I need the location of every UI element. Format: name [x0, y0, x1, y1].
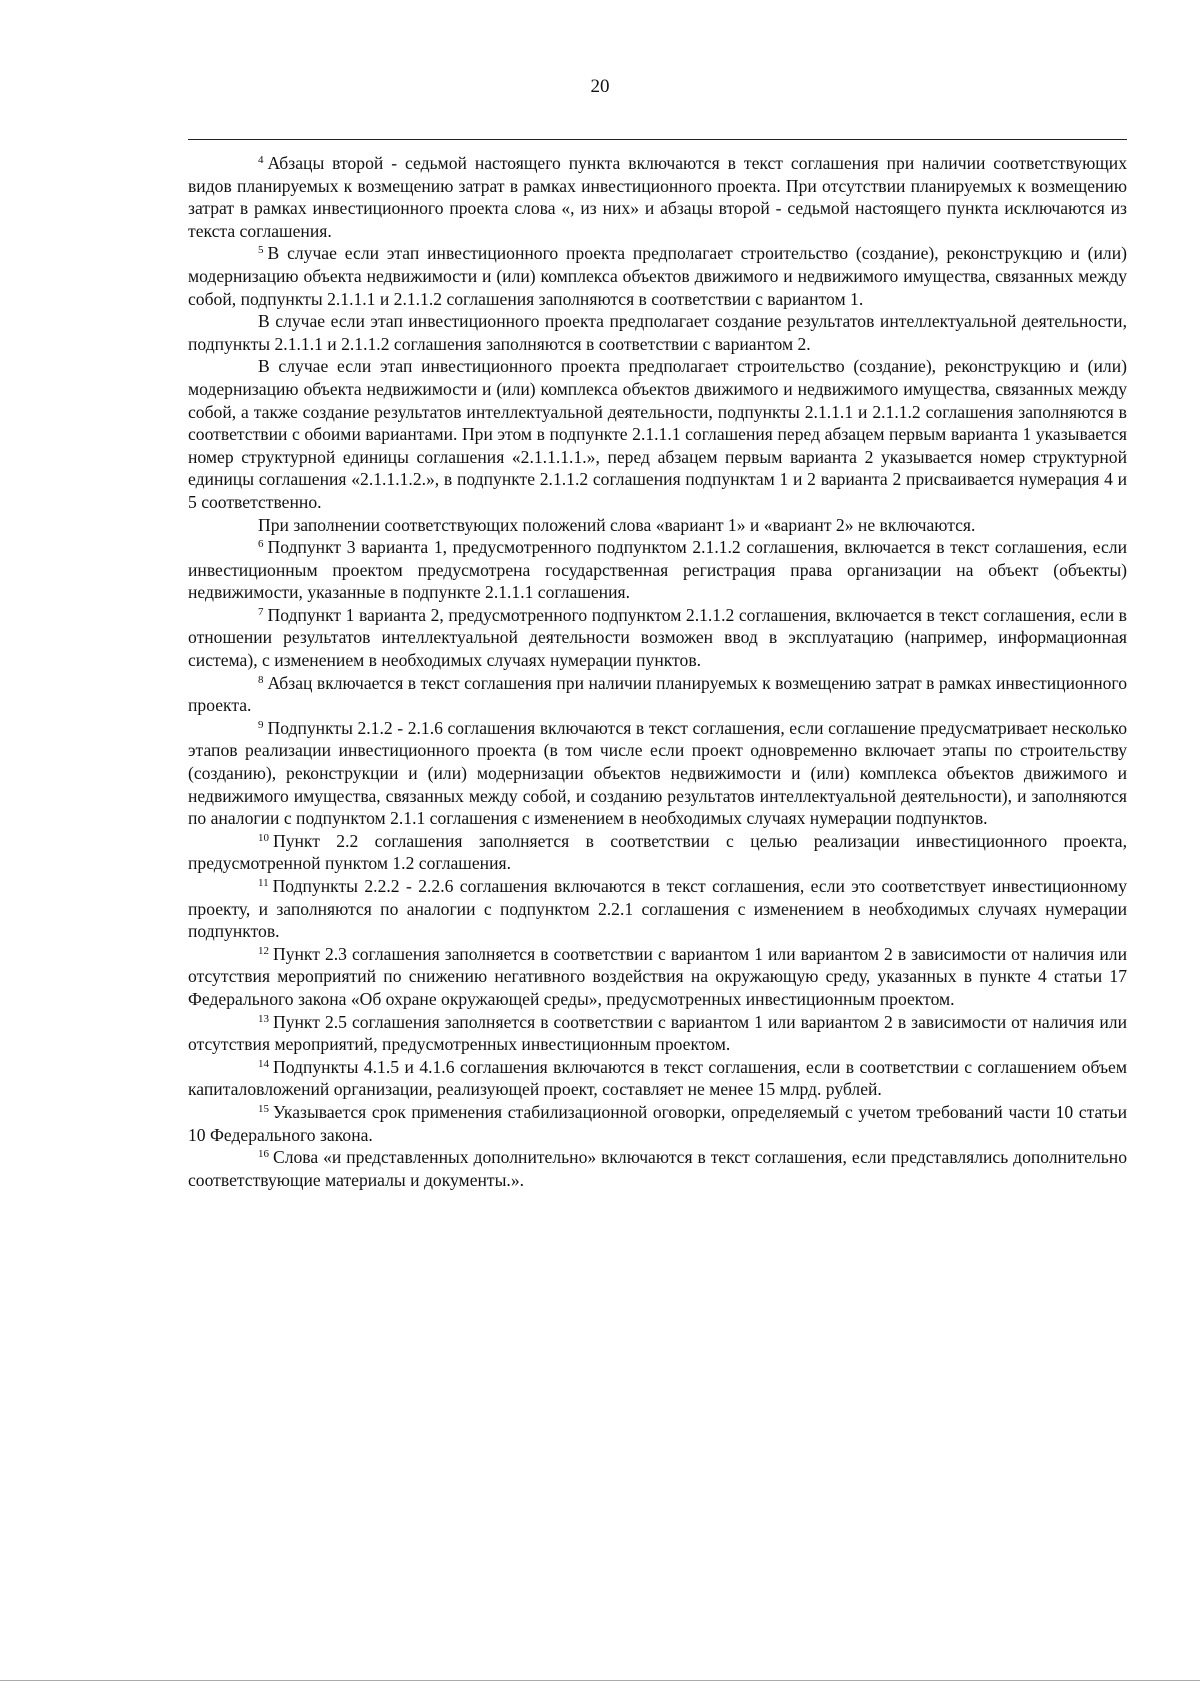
footnote-text: Пункт 2.3 соглашения заполняется в соответствии с вариантом 1 или вариантом 2 в зависимости от наличия или отсутствия мероприятий по снижению негативного воздействия на окружающую среду, указанных в пункте 4 статьи 17 Федерального закона «Об охране окружающей среды», предусмотренных инвестиционным проектом. [188, 943, 1127, 1009]
footnote-mark: 12 [258, 944, 269, 957]
footnote-text: В случае если этап инвестиционного проекта предполагает строительство (создание), реконструкцию и (или) модернизацию объекта недвижимости и (или) комплекса объектов движимого и недвижимого имущества, связанных между собой, подпункты 2.1.1.1 и 2.1.1.2 соглашения заполняются в соответствии с вариантом 1. [188, 243, 1127, 309]
footnote-mark: 14 [258, 1057, 269, 1070]
footnote-mark: 4 [258, 153, 264, 166]
footnote-text: Подпункты 4.1.5 и 4.1.6 соглашения включаются в текст соглашения, если в соответствии с соглашением объем капиталовложений организации, реализующей проект, составляет не менее 15 млрд. рублей. [188, 1056, 1127, 1100]
footnote-paragraph [188, 875, 1127, 943]
footnote-text: Подпункты 2.2.2 - 2.2.6 соглашения включаются в текст соглашения, если это соответствует инвестиционному проекту, и заполняются по аналогии с подпунктом 2.2.1 соглашения с изменением в необходимых случаях нумерации подпунктов. [188, 876, 1127, 942]
footnotes [188, 152, 1127, 1191]
footnote-mark: 8 [258, 673, 264, 686]
footnote-text: Пункт 2.5 соглашения заполняется в соответствии с вариантом 1 или вариантом 2 в зависимости от наличия или отсутствия мероприятий, предусмотренных инвестиционным проектом. [188, 1011, 1127, 1055]
footnote-paragraph [188, 536, 1127, 604]
footnote-mark: 16 [258, 1148, 269, 1161]
footnote-mark: 11 [258, 876, 269, 889]
footnote-text: Слова «и представленных дополнительно» включаются в текст соглашения, если представлялись дополнительно соответствующие материалы и документы.». [188, 1147, 1127, 1190]
footnote-paragraph [188, 604, 1127, 672]
footnote-text: При заполнении соответствующих положений слова «вариант 1» и «вариант 2» не включаются. [258, 514, 976, 535]
footnote-paragraph [188, 943, 1127, 1011]
footnote-paragraph [188, 717, 1127, 830]
footnote-paragraph [188, 1101, 1127, 1146]
footnote-paragraph [188, 672, 1127, 717]
footnote-text: Подпункты 2.1.2 - 2.1.6 соглашения включаются в текст соглашения, если соглашение предусматривает несколько этапов реализации инвестиционного проекта (в том числе если проект одновременно включает этапы по строительству (созданию), реконструкции и (или) модернизации объектов недвижимости и (или) комплекса объектов движимого и недвижимого имущества, связанных между собой, и созданию результатов интеллектуальной деятельности), и заполняются по аналогии с подпунктом 2.1.1 соглашения с изменением в необходимых случаях нумерации подпунктов. [188, 717, 1127, 829]
footnote-text: Пункт 2.2 соглашения заполняется в соответствии с целью реализации инвестиционного проекта, предусмотренной пунктом 1.2 соглашения. [188, 830, 1127, 874]
footnote-paragraph [188, 242, 1127, 310]
page-number: 20 [590, 76, 610, 97]
footnote-text: Абзац включается в текст соглашения при наличии планируемых к возмещению затрат в рамках инвестиционного проекта. [188, 672, 1127, 716]
footnote-text: В случае если этап инвестиционного проекта предполагает строительство (создание), реконструкцию и (или) модернизацию объекта недвижимости и (или) комплекса объектов движимого и недвижимого имущества, связанных между собой, а также создание результатов интеллектуальной деятельности, подпункты 2.1.1.1 и 2.1.1.2 соглашения заполняются в соответствии с обоими вариантами. При этом в подпункте 2.1.1.1 соглашения перед абзацем первым варианта 1 указывается номер структурной единицы соглашения «2.1.1.1.1.», перед абзацем первым варианта 2 указывается номер структурной единицы соглашения «2.1.1.1.2.», в подпункте 2.1.1.2 соглашения подпунктам 1 и 2 варианта 2 присваивается нумерация 4 и 5 соответственно. [188, 356, 1127, 512]
footnote-text: Указывается срок применения стабилизационной оговорки, определяемый с учетом требований части 10 статьи 10 Федерального закона. [188, 1101, 1127, 1145]
footnote-paragraph [188, 152, 1127, 242]
footnote-mark: 5 [258, 244, 264, 257]
footnote-text: Подпункт 3 варианта 1, предусмотренного подпунктом 2.1.1.2 соглашения, включается в текст соглашения, если инвестиционным проектом предусмотрена государственная регистрация права организации на объект (объекты) недвижимости, указанные в подпункте 2.1.1.1 соглашения. [188, 537, 1127, 603]
footnote-separator [188, 139, 1127, 140]
footnote-mark: 7 [258, 605, 264, 618]
footnote-mark: 15 [258, 1102, 269, 1115]
footnote-mark: 6 [258, 538, 264, 551]
footnote-paragraph [188, 310, 1127, 355]
footnote-paragraph [188, 1056, 1127, 1101]
page-bottom-edge [0, 1680, 1200, 1681]
footnote-paragraph [188, 514, 1127, 537]
footnote-mark: 13 [258, 1012, 269, 1025]
footnote-paragraph [188, 355, 1127, 513]
footnote-mark: 10 [258, 831, 269, 844]
footnote-text: В случае если этап инвестиционного проекта предполагает создание результатов интеллектуальной деятельности, подпункты 2.1.1.1 и 2.1.1.2 соглашения заполняются в соответствии с вариантом 2. [188, 311, 1127, 354]
footnote-paragraph [188, 1146, 1127, 1191]
footnote-paragraph [188, 830, 1127, 875]
footnote-text: Подпункт 1 варианта 2, предусмотренного подпунктом 2.1.1.2 соглашения, включается в текст соглашения, если в отношении результатов интеллектуальной деятельности возможен ввод в эксплуатацию (например, информационная система), с изменением в необходимых случаях нумерации пунктов. [188, 604, 1127, 671]
footnote-mark: 9 [258, 718, 264, 731]
footnote-paragraph [188, 1011, 1127, 1056]
footnote-text: Абзацы второй - седьмой настоящего пункта включаются в текст соглашения при наличии соответствующих видов планируемых к возмещению затрат в рамках инвестиционного проекта. При отсутствии планируемых к возмещению затрат в рамках инвестиционного проекта слова «, из них» и абзацы второй - седьмой настоящего пункта исключаются из текста соглашения. [188, 153, 1127, 241]
